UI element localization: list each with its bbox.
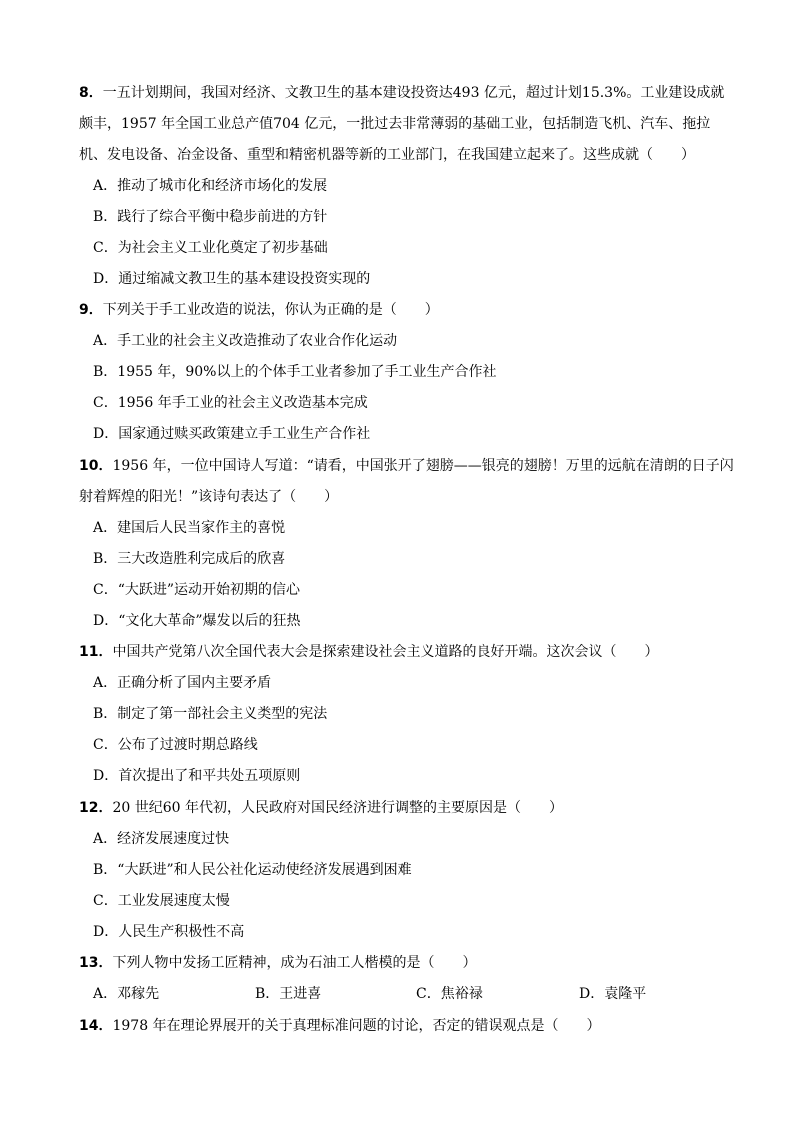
question-13-option-c: C．焦裕禄: [416, 986, 483, 1002]
question-12: [79, 793, 779, 824]
question-11-option-c: C．公布了过渡时期总路线: [93, 737, 258, 753]
question-10-number: 10．: [79, 458, 113, 474]
question-14: [79, 1011, 779, 1042]
question-13-option-b: B．王进喜: [255, 986, 322, 1002]
question-9-option-c: C．1956 年手工业的社会主义改造基本完成: [93, 395, 368, 411]
question-8-option-b: B．践行了综合平衡中稳步前进的方针: [93, 209, 328, 225]
question-8-option-a: A．推动了城市化和经济市场化的发展: [93, 178, 328, 194]
question-8: [79, 78, 779, 171]
question-10-option-b: B．三大改造胜利完成后的欣喜: [93, 551, 286, 567]
question-8-line-2: 颇丰，1957 年全国工业总产值704 亿元，一批过去非常薄弱的基础工业，包括制造飞机、汽车、拖拉: [79, 116, 711, 132]
question-9-number: 9．: [79, 302, 103, 318]
question-11-line-1: 11．中国共产党第八次全国代表大会是探索建设社会主义道路的良好开端。这次会议（ ）: [79, 644, 659, 660]
question-14-line-1: 14．1978 年在理论界展开的关于真理标准问题的讨论，否定的错误观点是（ ）: [79, 1018, 601, 1034]
question-12-option-c: C．工业发展速度太慢: [93, 893, 230, 909]
question-9-line-1: 9．下列关于手工业改造的说法，你认为正确的是（ ）: [79, 302, 439, 318]
question-12-number: 12．: [79, 800, 113, 816]
question-12-option-d: D．人民生产积极性不高: [93, 924, 245, 940]
question-8-option-d: D．通过缩减文教卫生的基本建设投资实现的: [93, 271, 371, 287]
question-10-option-d: D．“文化大革命”爆发以后的狂热: [93, 613, 301, 629]
question-13-option-a: A．邓稼先: [93, 986, 160, 1002]
question-12-option-a: A．经济发展速度过快: [93, 831, 230, 847]
question-11-option-a: A．正确分析了国内主要矛盾: [93, 675, 272, 691]
question-10-option-a: A．建国后人民当家作主的喜悦: [93, 520, 286, 536]
question-9-option-b: B．1955 年，90%以上的个体手工业者参加了手工业生产合作社: [93, 364, 497, 380]
question-10: [79, 451, 779, 513]
question-13-number: 13．: [79, 955, 113, 971]
question-9: [79, 295, 779, 326]
question-13-option-d: D．袁隆平: [579, 986, 647, 1002]
question-13-options: [93, 979, 773, 1010]
question-13-line-1: 13．下列人物中发扬工匠精神，成为石油工人楷模的是（ ）: [79, 955, 477, 971]
question-12-line-1: 12．20 世纪60 年代初，人民政府对国民经济进行调整的主要原因是（ ）: [79, 800, 564, 816]
question-9-option-a: A．手工业的社会主义改造推动了农业合作化运动: [93, 333, 398, 349]
question-13: [79, 948, 779, 979]
question-11: [79, 637, 779, 668]
question-8-option-c: C．为社会主义工业化奠定了初步基础: [93, 240, 328, 256]
question-8-line-3: 机、发电设备、冶金设备、重型和精密机器等新的工业部门，在我国建立起来了。这些成就（ ）: [79, 147, 695, 163]
question-11-option-d: D．首次提出了和平共处五项原则: [93, 768, 301, 784]
question-8-number: 8．: [79, 85, 103, 101]
question-9-option-d: D．国家通过赎买政策建立手工业生产合作社: [93, 426, 371, 442]
question-8-line-1: 8．一五计划期间，我国对经济、文教卫生的基本建设投资达493 亿元，超过计划15.3%。工业建设成就: [79, 85, 725, 101]
question-12-option-b: B．“大跃进”和人民公社化运动使经济发展遇到困难: [93, 862, 412, 878]
question-11-number: 11．: [79, 644, 113, 660]
question-10-option-c: C．“大跃进”运动开始初期的信心: [93, 582, 301, 598]
question-10-line-1: 10．1956 年，一位中国诗人写道：“请看，中国张开了翅膀——银亮的翅膀！万里的远航在清朗的日子闪: [79, 458, 734, 474]
question-14-number: 14．: [79, 1018, 113, 1034]
question-11-option-b: B．制定了第一部社会主义类型的宪法: [93, 706, 328, 722]
question-10-line-2: 射着辉煌的阳光！”该诗句表达了（ ）: [79, 489, 339, 505]
